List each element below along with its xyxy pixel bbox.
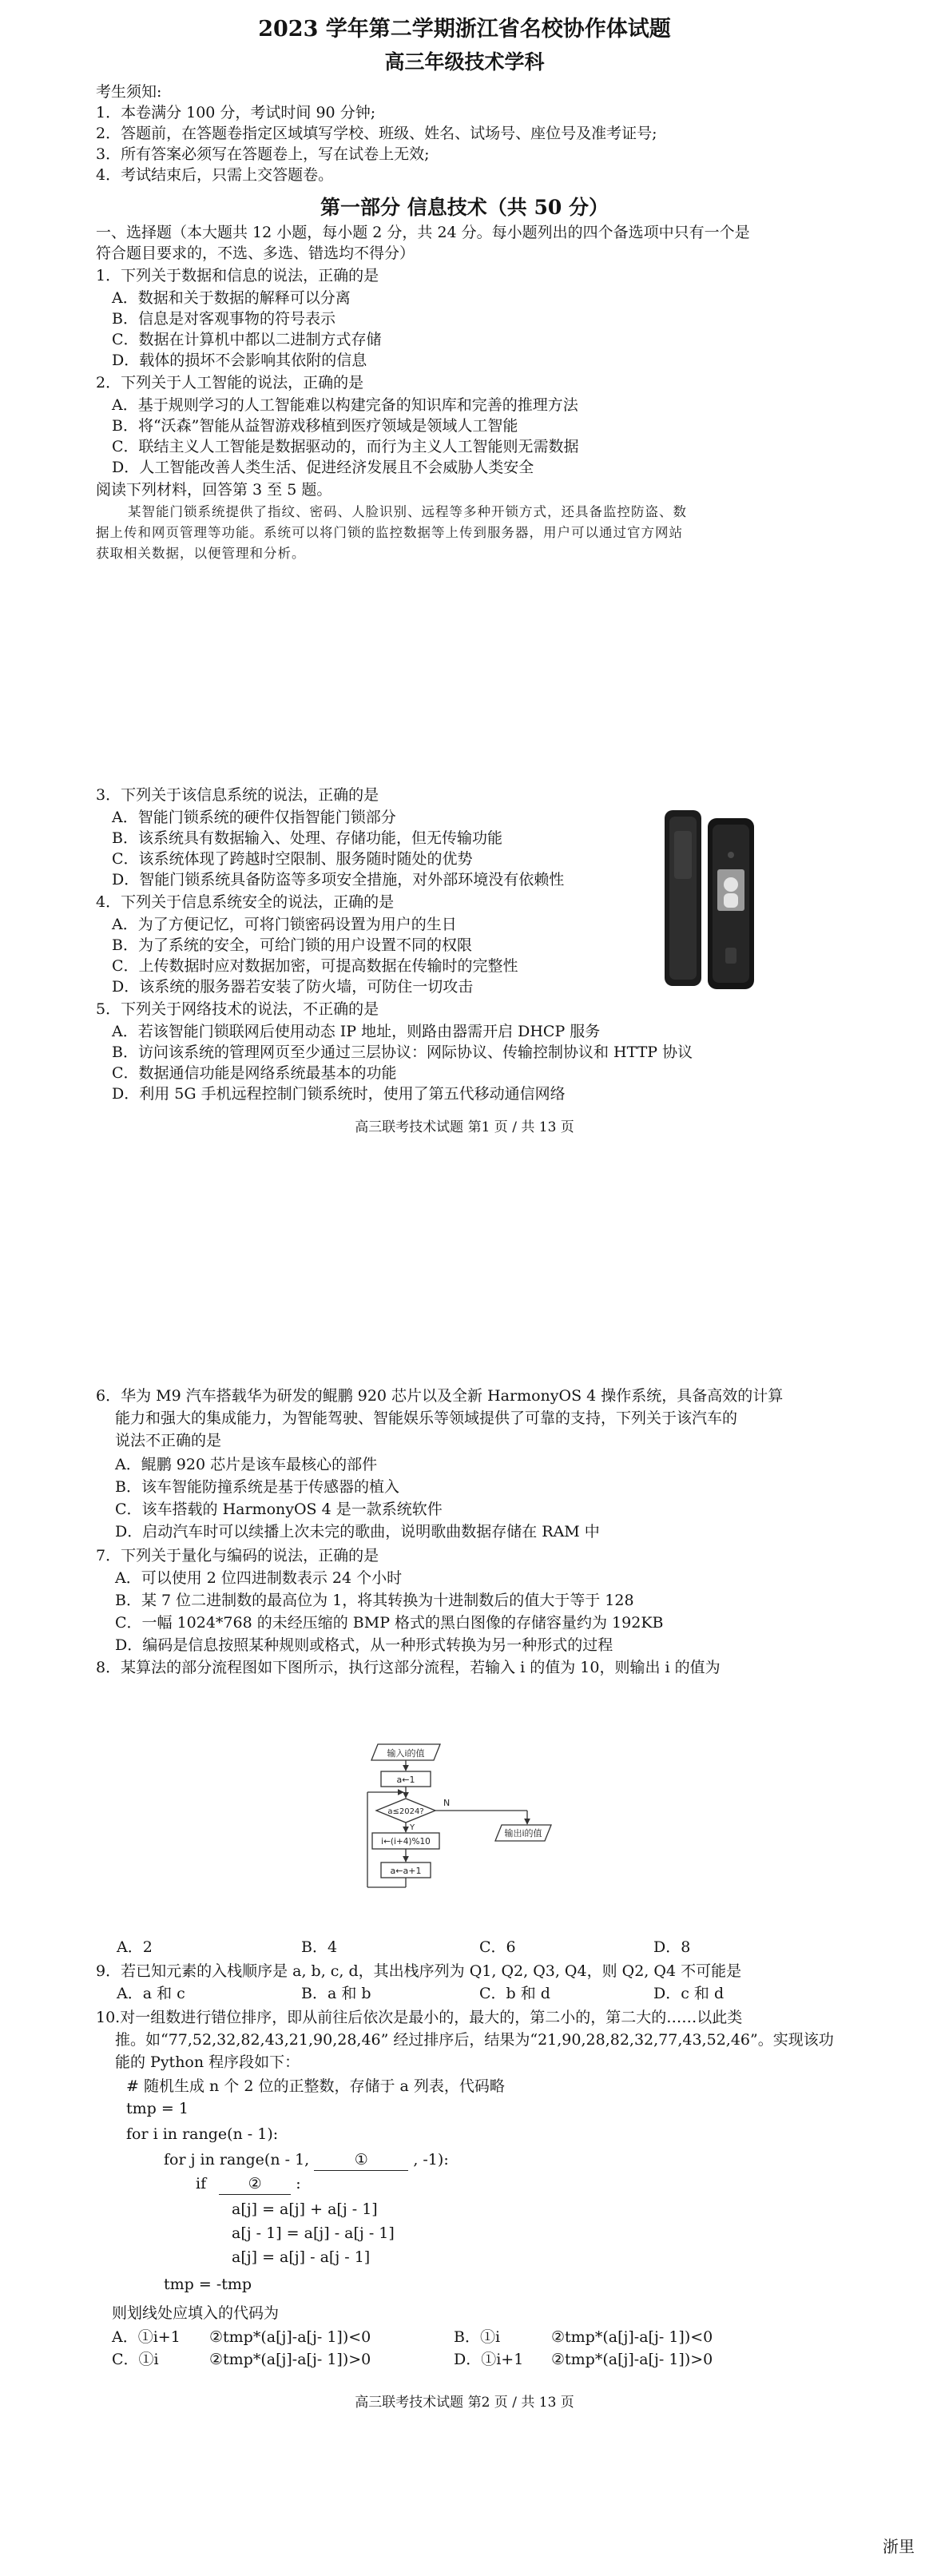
exam-subtitle: 高三年级技术学科 [384, 50, 545, 74]
page-footer: 高三联考技术试题 第2 页 / 共 13 页 [355, 2395, 574, 2411]
question-5-option-b: B．访问该系统的管理网页至少通过三层协议：网际协议、传输控制协议和 HTTP 协议 [112, 1044, 693, 1061]
notice-heading: 考生须知: [96, 83, 162, 101]
question-4-option-d: D．该系统的服务器若安装了防火墙，可防住一切攻击 [112, 978, 474, 996]
question-10-stem: 能的 Python 程序段如下： [115, 2053, 300, 2071]
question-9-option-b: B．a 和 b [301, 1985, 371, 2002]
code-line: a[j - 1] = a[j] - a[j - 1] [232, 2224, 395, 2242]
code-text: : [296, 2175, 301, 2192]
question-1-option-c: C．数据在计算机中都以二进制方式存储 [112, 331, 382, 348]
part-title: 第一部分 信息技术（共 50 分） [320, 196, 609, 219]
flowchart-no-label: N [443, 1798, 451, 1808]
material-text: 据上传和网页管理等功能。系统可以将门锁的监控数据等上传到服务器，用户可以通过官方网站 [96, 525, 683, 540]
flowchart-init-text: a←1 [396, 1775, 415, 1785]
question-10-option-d-blank2: ②tmp*(a[j]-a[j- 1])>0 [551, 2351, 713, 2368]
question-10-option-a: A．①i+1 [112, 2328, 181, 2346]
question-6-option-c: C．该车搭载的 HarmonyOS 4 是一款系统软件 [115, 1501, 443, 1518]
question-8-option-b: B．4 [301, 1938, 338, 1956]
question-4-stem: 4．下列关于信息系统安全的说法，正确的是 [96, 893, 395, 911]
question-3-option-a: A．智能门锁系统的硬件仅指智能门锁部分 [112, 809, 396, 826]
question-10-stem: 10.对一组数进行错位排序，即从前往后依次是最小的，最大的，第二小的，第二大的……以此类 [96, 2009, 743, 2026]
question-10-option-c: C．①i [112, 2351, 159, 2368]
question-7-option-c: C．一幅 1024*768 的未经压缩的 BMP 格式的黑白图像的存储容量约为 192KB [115, 1614, 664, 1632]
question-4-option-a: A．为了方便记忆，可将门锁密码设置为用户的生日 [112, 916, 457, 933]
corner-watermark: 浙里 [883, 2537, 915, 2556]
question-3-stem: 3．下列关于该信息系统的说法，正确的是 [96, 786, 379, 804]
flowchart-process-text: i←(i+4)%10 [381, 1837, 431, 1847]
question-10-stem: 推。如“77,52,32,82,43,21,90,28,46” 经过排序后，结果为“21,90,28,82,32,77,43,52,46”。实现该功 [115, 2031, 834, 2049]
smart-lock-image [660, 807, 764, 992]
code-line: tmp = -tmp [164, 2276, 252, 2293]
code-text: for j in range(n - 1, [164, 2151, 310, 2169]
question-2-option-b: B．将“沃森”智能从益智游戏移植到医疗领域是领域人工智能 [112, 417, 518, 435]
question-2-option-a: A．基于规则学习的人工智能难以构建完备的知识库和完善的推理方法 [112, 396, 578, 414]
question-8-option-d: D．8 [653, 1938, 691, 1956]
question-8-option-a: A．2 [117, 1938, 153, 1956]
question-5-stem: 5．下列关于网络技术的说法，不正确的是 [96, 1000, 379, 1018]
material-text: 获取相关数据，以便管理和分析。 [96, 546, 306, 561]
section-intro: 一、选择题（本大题共 12 小题，每小题 2 分，共 24 分。每小题列出的四个备选项中只有一个是 [96, 224, 750, 241]
question-6-stem: 能力和强大的集成能力，为智能驾驶、智能娱乐等领域提供了可靠的支持，下列关于该汽车的 [115, 1409, 738, 1427]
question-7-option-d: D．编码是信息按照某种规则或格式，从一种形式转换为另一种形式的过程 [115, 1636, 613, 1654]
question-8-option-c: C．6 [479, 1938, 516, 1956]
material-lead: 阅读下列材料，回答第 3 至 5 题。 [96, 481, 332, 499]
code-line: a[j] = a[j] - a[j - 1] [232, 2248, 371, 2266]
material-text: 某智能门锁系统提供了指纹、密码、人脸识别、远程等多种开锁方式，还具备监控防盗、数 [128, 504, 687, 519]
question-2-option-d: D．人工智能改善人类生活、促进经济发展且不会威胁人类安全 [112, 459, 534, 476]
page-footer: 高三联考技术试题 第1 页 / 共 13 页 [355, 1119, 574, 1135]
question-6-option-a: A．鲲鹏 920 芯片是该车最核心的部件 [115, 1456, 378, 1473]
code-line: tmp = 1 [126, 2100, 189, 2117]
notice-item: 3．所有答案必须写在答题卷上，写在试卷上无效; [96, 145, 430, 163]
code-comment: # 随机生成 n 个 2 位的正整数，存储于 a 列表，代码略 [126, 2077, 505, 2095]
question-3-option-c: C．该系统体现了跨越时空限制、服务随时随处的优势 [112, 850, 473, 868]
exam-title: 2023 学年第二学期浙江省名校协作体试题 [258, 17, 671, 42]
question-1-option-d: D．载体的损坏不会影响其依附的信息 [112, 352, 367, 369]
code-text: if [196, 2175, 207, 2192]
question-9-option-a: A．a 和 c [117, 1985, 185, 2002]
flowchart-yes-label: Y [410, 1823, 415, 1832]
notice-item: 4．考试结束后，只需上交答题卷。 [96, 166, 334, 184]
question-6-option-d: D．启动汽车时可以续播上次未完的歌曲，说明歌曲数据存储在 RAM 中 [115, 1523, 600, 1540]
flowchart-output-text: 输出i的值 [504, 1828, 542, 1839]
code-line: a[j] = a[j] + a[j - 1] [232, 2200, 378, 2218]
code-text: , -1): [413, 2151, 449, 2169]
question-8-stem: 8．某算法的部分流程图如下图所示，执行这部分流程，若输入 i 的值为 10，则输出 i 的值为 [96, 1659, 721, 1676]
question-2-option-c: C．联结主义人工智能是数据驱动的，而行为主义人工智能则无需数据 [112, 438, 579, 455]
question-5-option-a: A．若该智能门锁联网后使用动态 IP 地址，则路由器需开启 DHCP 服务 [112, 1023, 601, 1040]
flowchart [363, 1742, 571, 1918]
question-3-option-d: D．智能门锁系统具备防盗等多项安全措施，对外部环境没有依赖性 [112, 871, 565, 888]
flowchart-input-text: 输入i的值 [387, 1748, 425, 1759]
question-10-prompt: 则划线处应填入的代码为 [112, 2304, 280, 2322]
question-7-stem: 7．下列关于量化与编码的说法，正确的是 [96, 1547, 379, 1564]
blank-1: ① [314, 2149, 408, 2171]
question-10-option-c-blank2: ②tmp*(a[j]-a[j- 1])>0 [209, 2351, 371, 2368]
question-1-option-a: A．数据和关于数据的解释可以分离 [112, 289, 351, 307]
question-6-stem: 说法不正确的是 [115, 1432, 222, 1449]
section-intro: 符合题目要求的，不选、多选、错选均不得分） [96, 244, 415, 262]
code-line: for i in range(n - 1): [126, 2125, 279, 2143]
question-6-stem: 6．华为 M9 汽车搭载华为研发的鲲鹏 920 芯片以及全新 HarmonyOS 4 操作系统，具备高效的计算 [96, 1387, 784, 1405]
blank-2: ② [219, 2173, 291, 2195]
question-6-option-b: B．该车智能防撞系统是基于传感器的植入 [115, 1478, 399, 1496]
code-line [164, 2149, 449, 2171]
flowchart-cond-text: a≤2024? [387, 1807, 424, 1816]
question-10-option-d: D．①i+1 [454, 2351, 524, 2368]
question-7-option-a: A．可以使用 2 位四进制数表示 24 个小时 [115, 1569, 403, 1587]
question-2-stem: 2．下列关于人工智能的说法，正确的是 [96, 374, 364, 392]
question-5-option-d: D．利用 5G 手机远程控制门锁系统时，使用了第五代移动通信网络 [112, 1085, 566, 1103]
question-1-option-b: B．信息是对客观事物的符号表示 [112, 310, 335, 328]
question-4-option-c: C．上传数据时应对数据加密，可提高数据在传输时的完整性 [112, 957, 518, 975]
question-9-option-c: C．b 和 d [479, 1985, 550, 2002]
question-4-option-b: B．为了系统的安全，可给门锁的用户设置不同的权限 [112, 936, 472, 954]
question-3-option-b: B．该系统具有数据输入、处理、存储功能，但无传输功能 [112, 829, 502, 847]
question-1-stem: 1．下列关于数据和信息的说法，正确的是 [96, 267, 379, 284]
question-10-option-a-blank2: ②tmp*(a[j]-a[j- 1])<0 [209, 2328, 371, 2346]
question-7-option-b: B．某 7 位二进制数的最高位为 1，将其转换为十进制数后的值大于等于 128 [115, 1592, 634, 1609]
question-9-stem: 9．若已知元素的入栈顺序是 a, b, c, d，其出栈序列为 Q1, Q2, Q3, Q4，则 Q2, Q4 不可能是 [96, 1962, 742, 1980]
code-line [196, 2173, 301, 2195]
exam-page-1 [0, 0, 929, 1234]
question-10-option-b: B．①i [454, 2328, 501, 2346]
exam-page-2 [0, 1350, 929, 2576]
notice-item: 2．答题前，在答题卷指定区域填写学校、班级、姓名、试场号、座位号及准考证号; [96, 125, 657, 142]
question-10-option-b-blank2: ②tmp*(a[j]-a[j- 1])<0 [551, 2328, 713, 2346]
question-5-option-c: C．数据通信功能是网络系统最基本的功能 [112, 1064, 397, 1082]
flowchart-inc-text: a←a+1 [390, 1866, 422, 1876]
question-9-option-d: D．c 和 d [653, 1985, 725, 2002]
notice-item: 1．本卷满分 100 分，考试时间 90 分钟; [96, 104, 376, 121]
